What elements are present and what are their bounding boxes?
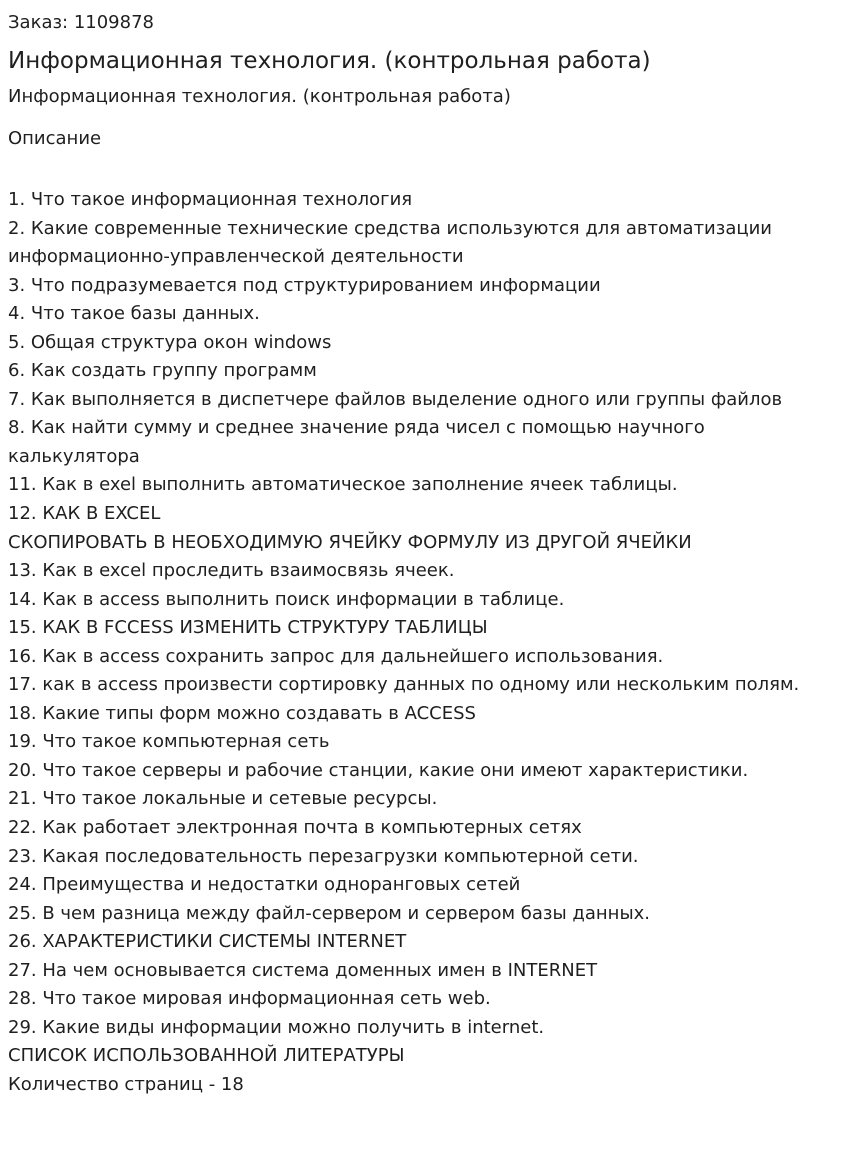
list-item: 1. Что такое информационная технология	[8, 189, 413, 210]
list-item: 6. Как создать группу программ	[8, 360, 317, 382]
list-item: СКОПИРОВАТЬ В НЕОБХОДИМУЮ ЯЧЕЙКУ ФОРМУЛУ ИЗ ДРУГОЙ ЯЧЕЙКИ	[8, 531, 692, 553]
list-item: 8. Как найти сумму и среднее значение ряда чисел с помощью научного калькулятора	[8, 417, 705, 467]
list-item: 2. Какие современные технические средства используются для автоматизации информационно-управленческой деятельности	[8, 217, 772, 268]
list-item: 21. Что такое локальные и сетевые ресурсы.	[8, 788, 438, 810]
list-item: 20. Что такое серверы и рабочие станции, какие они имеют характеристики.	[8, 759, 749, 781]
list-item: 19. Что такое компьютерная сеть	[8, 731, 330, 753]
list-item: 28. Что такое мировая информационная сеть web.	[8, 988, 491, 1010]
list-item: 16. Как в access сохранить запрос для дальнейшего использования.	[8, 645, 664, 667]
page-subtitle: Информационная технология. (контрольная работа)	[8, 86, 511, 107]
list-item: 23. Какая последовательность перезагрузки компьютерной сети.	[8, 845, 639, 867]
list-item: 4. Что такое базы данных.	[8, 303, 260, 325]
list-item: 11. Как в exel выполнить автоматическое заполнение ячеек таблицы.	[8, 474, 678, 496]
list-item: 17. как в access произвести сортировку данных по одному или нескольким полям.	[8, 674, 800, 696]
list-item: 27. На чем основывается система доменных имен в INTERNET	[8, 959, 598, 981]
list-item: 15. КАК В FCCESS ИЗМЕНИТЬ СТРУКТУРУ ТАБЛИЦЫ	[8, 617, 488, 639]
list-item: 24. Преимущества и недостатки одноранговых сетей	[8, 874, 521, 896]
list-item: 14. Как в access выполнить поиск информации в таблице.	[8, 588, 565, 610]
list-item: 13. Как в excel проследить взаимосвязь ячеек.	[8, 560, 455, 582]
list-item: 3. Что подразумевается под структурированием информации	[8, 274, 601, 296]
list-item: 26. ХАРАКТЕРИСТИКИ СИСТЕМЫ INTERNET	[8, 931, 407, 953]
description-label: Описание	[8, 128, 102, 149]
references-heading: СПИСОК ИСПОЛЬЗОВАННОЙ ЛИТЕРАТУРЫ	[8, 1045, 405, 1067]
list-item: 29. Какие виды информации можно получить в internet.	[8, 1016, 545, 1038]
order-number: Заказ: 1109878	[8, 12, 154, 33]
page-count: Количество страниц - 18	[8, 1073, 244, 1095]
list-item: 7. Как выполняется в диспетчере файлов выделение одного или группы файлов	[8, 388, 783, 410]
list-item: 25. В чем разница между файл-сервером и сервером базы данных.	[8, 902, 651, 924]
list-item: 22. Как работает электронная почта в компьютерных сетях	[8, 817, 582, 839]
question-list	[8, 186, 839, 1042]
page-title: Информационная технология. (контрольная работа)	[8, 48, 651, 74]
list-item: 18. Какие типы форм можно создавать в ACCESS	[8, 702, 476, 724]
list-item: 5. Общая структура окон windows	[8, 331, 332, 353]
list-item: 12. КАК В EXCEL	[8, 503, 161, 525]
